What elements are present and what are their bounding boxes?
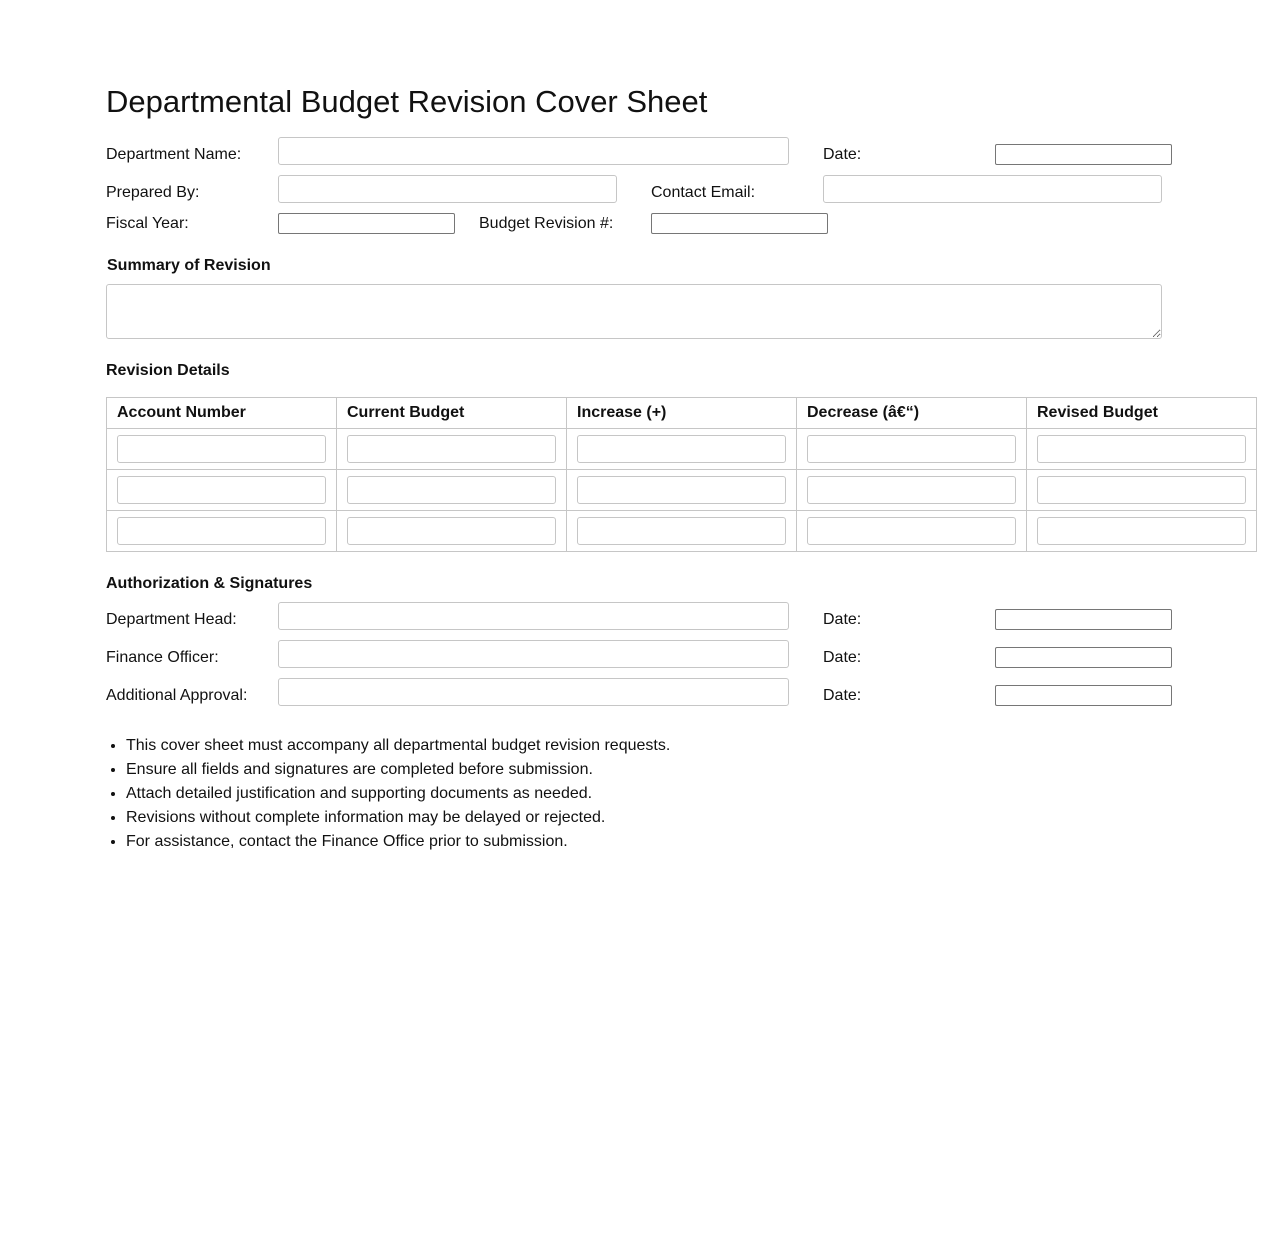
increase-input[interactable] (577, 517, 786, 545)
prepared-by-input[interactable] (278, 175, 617, 203)
contact-email-label: Contact Email: (651, 184, 756, 201)
account-number-input[interactable] (117, 435, 326, 463)
department-head-label: Department Head: (106, 611, 237, 628)
list-item: • This cover sheet must accompany all departmental budget revision requests. (126, 734, 670, 758)
account-number-input[interactable] (117, 476, 326, 504)
col-revised-budget: Revised Budget (1027, 398, 1257, 429)
department-head-signature-input[interactable] (278, 602, 789, 630)
authorization-heading: Authorization & Signatures (106, 575, 313, 592)
contact-email-input[interactable] (823, 175, 1162, 203)
fiscal-year-input[interactable] (278, 213, 455, 234)
decrease-input[interactable] (807, 517, 1016, 545)
revision-details-heading: Revision Details (106, 362, 230, 379)
prepared-by-label: Prepared By: (106, 184, 200, 201)
department-name-input[interactable] (278, 137, 789, 165)
table-row (107, 429, 1257, 470)
col-account-number: Account Number (107, 398, 337, 429)
increase-input[interactable] (577, 435, 786, 463)
list-item: • Attach detailed justification and supporting documents as needed. (126, 782, 670, 806)
table-row (107, 511, 1257, 552)
department-head-date-input[interactable] (995, 609, 1172, 630)
additional-approval-date-input[interactable] (995, 685, 1172, 706)
col-increase: Increase (+) (567, 398, 797, 429)
table-row (107, 470, 1257, 511)
department-name-label: Department Name: (106, 146, 242, 163)
list-item: • Revisions without complete information may be delayed or rejected. (126, 806, 670, 830)
table-header-row (107, 398, 1257, 429)
revision-details-table (106, 397, 1257, 552)
current-budget-input[interactable] (347, 517, 556, 545)
additional-approval-signature-input[interactable] (278, 678, 789, 706)
fiscal-year-label: Fiscal Year: (106, 215, 189, 232)
list-item: • Ensure all fields and signatures are completed before submission. (126, 758, 670, 782)
date-label: Date: (823, 146, 862, 163)
revised-budget-input[interactable] (1037, 476, 1246, 504)
account-number-input[interactable] (117, 517, 326, 545)
revised-budget-input[interactable] (1037, 435, 1246, 463)
col-current-budget: Current Budget (337, 398, 567, 429)
finance-officer-date-label: Date: (823, 649, 862, 666)
department-head-date-label: Date: (823, 611, 862, 628)
list-item: • For assistance, contact the Finance Office prior to submission. (126, 830, 670, 854)
instructions-list (106, 734, 670, 854)
increase-input[interactable] (577, 476, 786, 504)
summary-textarea[interactable] (106, 284, 1162, 339)
additional-approval-label: Additional Approval: (106, 687, 248, 704)
decrease-input[interactable] (807, 435, 1016, 463)
finance-officer-date-input[interactable] (995, 647, 1172, 668)
current-budget-input[interactable] (347, 435, 556, 463)
finance-officer-signature-input[interactable] (278, 640, 789, 668)
summary-heading: Summary of Revision (107, 257, 271, 274)
budget-revision-input[interactable] (651, 213, 828, 234)
col-decrease: Decrease (â€“) (797, 398, 1027, 429)
page-title: Departmental Budget Revision Cover Sheet (106, 84, 708, 119)
finance-officer-label: Finance Officer: (106, 649, 219, 666)
additional-approval-date-label: Date: (823, 687, 862, 704)
budget-revision-label: Budget Revision #: (479, 215, 614, 232)
revised-budget-input[interactable] (1037, 517, 1246, 545)
current-budget-input[interactable] (347, 476, 556, 504)
decrease-input[interactable] (807, 476, 1016, 504)
date-input[interactable] (995, 144, 1172, 165)
